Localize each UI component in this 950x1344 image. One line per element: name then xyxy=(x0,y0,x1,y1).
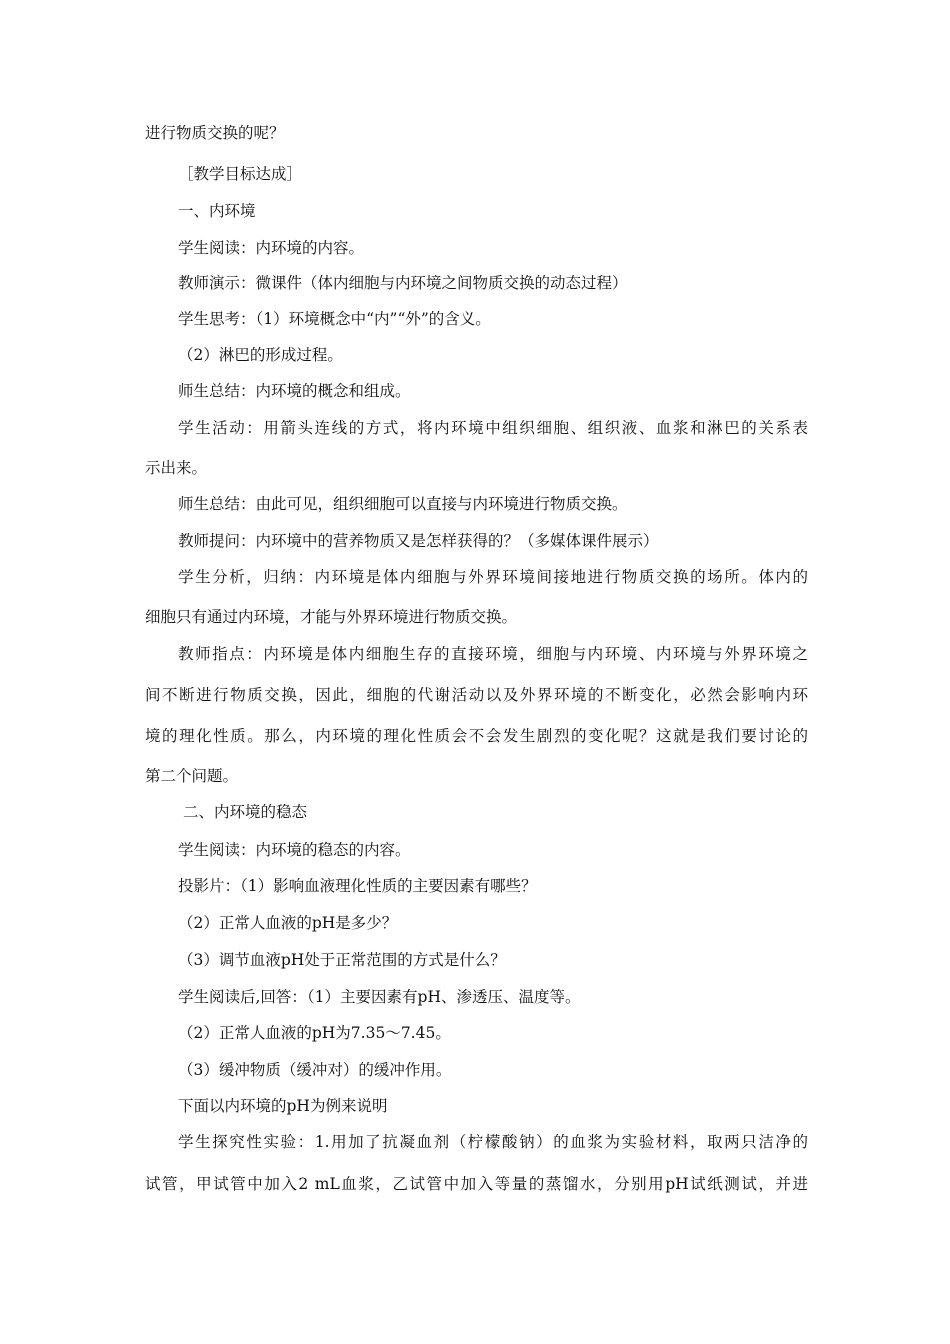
text-line: 教师指点：内环境是体内细胞生存的直接环境，细胞与内环境、内环境与外界环境之 xyxy=(178,645,808,663)
text-line: 下面以内环境的pH为例来说明 xyxy=(178,1097,388,1115)
text-line: 师生总结：内环境的概念和组成。 xyxy=(178,382,411,400)
text-line: 学生阅读后,回答：（1）主要因素有pH、渗透压、温度等。 xyxy=(178,988,581,1006)
text-line: （2）正常人血液的pH是多少？ xyxy=(178,914,398,932)
text-line: 学生阅读：内环境的稳态的内容。 xyxy=(178,841,411,859)
text-line: 教师演示：微课件（体内细胞与内环境之间物质交换的动态过程） xyxy=(178,274,628,292)
section-heading: ［教学目标达成］ xyxy=(178,165,303,183)
text-line: 学生活动：用箭头连线的方式，将内环境中组织细胞、组织液、血浆和淋巴的关系表 xyxy=(178,419,808,437)
text-line: 教师提问：内环境中的营养物质又是怎样获得的？（多媒体课件展示） xyxy=(178,532,659,550)
text-line: （2）淋巴的形成过程。 xyxy=(178,346,343,364)
text-line: 间不断进行物质交换，因此，细胞的代谢活动以及外界环境的不断变化，必然会影响内环 xyxy=(145,686,808,704)
text-line: （2）正常人血液的pH为7.35～7.45。 xyxy=(178,1024,451,1042)
section-heading: 二、内环境的稳态 xyxy=(183,803,308,821)
section-heading: 一、内环境 xyxy=(178,202,256,220)
text-line: 师生总结：由此可见，组织细胞可以直接与内环境进行物质交换。 xyxy=(178,495,628,513)
text-line: （3）缓冲物质（缓冲对）的缓冲作用。 xyxy=(178,1061,452,1079)
text-line: 试管，甲试管中加入2 mL血浆，乙试管中加入等量的蒸馏水，分别用pH试纸测试，并进 xyxy=(145,1175,808,1193)
text-line: 境的理化性质。那么，内环境的理化性质会不会发生剧烈的变化呢？这就是我们要讨论的 xyxy=(145,727,808,745)
text-line: 学生探究性实验：1.用加了抗凝血剂（柠檬酸钠）的血浆为实验材料，取两只洁净的 xyxy=(178,1133,808,1151)
text-line: （3）调节血液pH处于正常范围的方式是什么？ xyxy=(178,951,506,969)
text-line: 示出来。 xyxy=(145,459,208,477)
text-line: 学生分析，归纳：内环境是体内细胞与外界环境间接地进行物质交换的场所。体内的 xyxy=(178,568,808,586)
text-line: 细胞只有通过内环境，才能与外界环境进行物质交换。 xyxy=(145,608,518,626)
text-line: 学生阅读：内环境的内容。 xyxy=(178,239,365,257)
text-line: 第二个问题。 xyxy=(145,767,239,785)
text-line: 投影片：（1）影响血液理化性质的主要因素有哪些？ xyxy=(178,877,537,895)
text-line: 进行物质交换的呢？ xyxy=(145,124,285,142)
text-line: 学生思考：（1）环境概念中“内”“外”的含义。 xyxy=(178,310,491,328)
